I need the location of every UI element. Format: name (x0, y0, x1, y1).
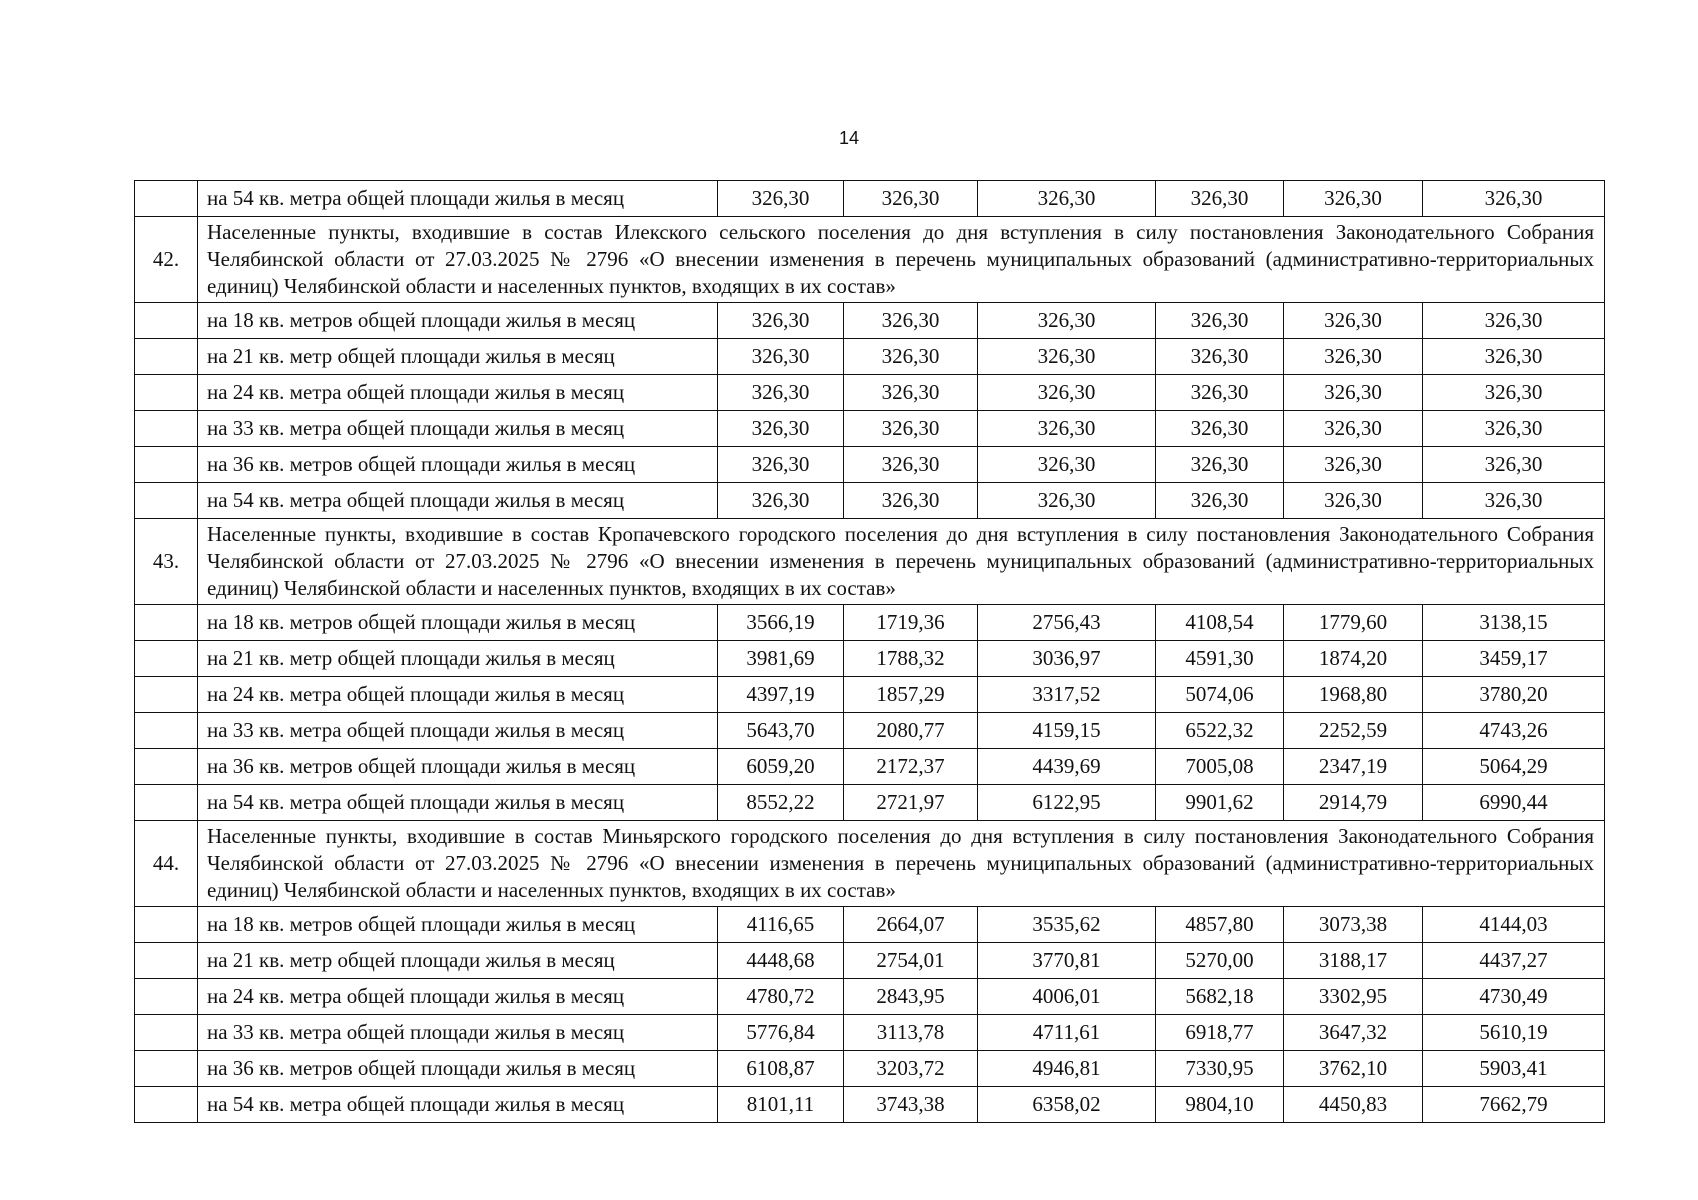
value-cell: 6358,02 (978, 1087, 1156, 1123)
row-label: на 54 кв. метра общей площади жилья в месяц (198, 181, 718, 217)
page-number: 14 (838, 128, 860, 148)
row-label: на 36 кв. метров общей площади жилья в месяц (198, 447, 718, 483)
table-row (135, 483, 1605, 519)
row-label: на 21 кв. метр общей площади жилья в месяц (198, 943, 718, 979)
value-cell: 3535,62 (978, 907, 1156, 943)
value-cell: 2914,79 (1284, 785, 1423, 821)
row-label: на 18 кв. метров общей площади жилья в месяц (198, 605, 718, 641)
value-cell: 5682,18 (1156, 979, 1284, 1015)
value-cell: 326,30 (1423, 483, 1605, 519)
row-number-cell (135, 411, 198, 447)
table-row (135, 411, 1605, 447)
table-row (135, 1051, 1605, 1087)
table-row (135, 1015, 1605, 1051)
value-cell: 3317,52 (978, 677, 1156, 713)
value-cell: 326,30 (718, 303, 844, 339)
table-row (135, 181, 1605, 217)
table-row (135, 907, 1605, 943)
value-cell: 326,30 (1156, 303, 1284, 339)
row-number-cell (135, 1087, 198, 1123)
value-cell: 4450,83 (1284, 1087, 1423, 1123)
section-number: 42. (135, 217, 198, 303)
value-cell: 2172,37 (844, 749, 978, 785)
value-cell: 326,30 (844, 181, 978, 217)
value-cell: 6059,20 (718, 749, 844, 785)
value-cell: 326,30 (1156, 483, 1284, 519)
value-cell: 3036,97 (978, 641, 1156, 677)
table-row (135, 303, 1605, 339)
value-cell: 3780,20 (1423, 677, 1605, 713)
value-cell: 4116,65 (718, 907, 844, 943)
value-cell: 4144,03 (1423, 907, 1605, 943)
value-cell: 9901,62 (1156, 785, 1284, 821)
value-cell: 326,30 (1156, 375, 1284, 411)
value-cell: 2754,01 (844, 943, 978, 979)
table-row (135, 339, 1605, 375)
value-cell: 326,30 (978, 483, 1156, 519)
value-cell: 3302,95 (1284, 979, 1423, 1015)
value-cell: 326,30 (1284, 339, 1423, 375)
value-cell: 326,30 (978, 411, 1156, 447)
row-label: на 21 кв. метр общей площади жилья в месяц (198, 641, 718, 677)
value-cell: 326,30 (978, 181, 1156, 217)
value-cell: 5776,84 (718, 1015, 844, 1051)
row-number-cell (135, 1015, 198, 1051)
table-row (135, 979, 1605, 1015)
value-cell: 3762,10 (1284, 1051, 1423, 1087)
row-label: на 21 кв. метр общей площади жилья в месяц (198, 339, 718, 375)
tariff-table (134, 180, 1605, 1123)
value-cell: 1788,32 (844, 641, 978, 677)
value-cell: 4108,54 (1156, 605, 1284, 641)
section-number: 44. (135, 821, 198, 907)
value-cell: 6108,87 (718, 1051, 844, 1087)
section-heading: Населенные пункты, входившие в состав Илекского сельского поселения до дня вступления в силу постановления Законодательного Собрания Челябинской области от 27.03.2025 № 2796 «О внесении изменения в перечень муниципальных образований (административно-территориальных единиц) Челябинской области и населенных пунктов, входящих в их состав» (198, 217, 1605, 303)
table-row (135, 447, 1605, 483)
row-label: на 54 кв. метра общей площади жилья в месяц (198, 1087, 718, 1123)
value-cell: 326,30 (718, 339, 844, 375)
value-cell: 326,30 (978, 447, 1156, 483)
value-cell: 4159,15 (978, 713, 1156, 749)
table-row (135, 605, 1605, 641)
value-cell: 326,30 (718, 447, 844, 483)
value-cell: 326,30 (1156, 339, 1284, 375)
value-cell: 4591,30 (1156, 641, 1284, 677)
table-row (135, 375, 1605, 411)
row-label: на 54 кв. метра общей площади жилья в месяц (198, 483, 718, 519)
value-cell: 4448,68 (718, 943, 844, 979)
row-number-cell (135, 907, 198, 943)
value-cell: 1874,20 (1284, 641, 1423, 677)
table-row (135, 713, 1605, 749)
value-cell: 8552,22 (718, 785, 844, 821)
value-cell: 4857,80 (1156, 907, 1284, 943)
row-label: на 36 кв. метров общей площади жилья в месяц (198, 749, 718, 785)
value-cell: 326,30 (718, 375, 844, 411)
value-cell: 1968,80 (1284, 677, 1423, 713)
value-cell: 3981,69 (718, 641, 844, 677)
row-label: на 54 кв. метра общей площади жилья в месяц (198, 785, 718, 821)
value-cell: 326,30 (1423, 181, 1605, 217)
row-number-cell (135, 605, 198, 641)
value-cell: 1719,36 (844, 605, 978, 641)
value-cell: 326,30 (844, 447, 978, 483)
value-cell: 326,30 (844, 303, 978, 339)
value-cell: 6918,77 (1156, 1015, 1284, 1051)
table-body (135, 181, 1605, 1123)
value-cell: 326,30 (1284, 483, 1423, 519)
value-cell: 326,30 (1156, 447, 1284, 483)
value-cell: 2721,97 (844, 785, 978, 821)
row-number-cell (135, 677, 198, 713)
value-cell: 5270,00 (1156, 943, 1284, 979)
row-label: на 24 кв. метра общей площади жилья в месяц (198, 979, 718, 1015)
value-cell: 6990,44 (1423, 785, 1605, 821)
value-cell: 326,30 (1284, 181, 1423, 217)
row-label: на 33 кв. метра общей площади жилья в месяц (198, 411, 718, 447)
value-cell: 2664,07 (844, 907, 978, 943)
value-cell: 326,30 (1423, 375, 1605, 411)
value-cell: 5074,06 (1156, 677, 1284, 713)
value-cell: 4946,81 (978, 1051, 1156, 1087)
value-cell: 9804,10 (1156, 1087, 1284, 1123)
row-label: на 18 кв. метров общей площади жилья в месяц (198, 907, 718, 943)
value-cell: 3566,19 (718, 605, 844, 641)
value-cell: 5903,41 (1423, 1051, 1605, 1087)
value-cell: 2080,77 (844, 713, 978, 749)
section-heading-row (135, 821, 1605, 907)
value-cell: 4439,69 (978, 749, 1156, 785)
value-cell: 4780,72 (718, 979, 844, 1015)
value-cell: 1857,29 (844, 677, 978, 713)
table-row (135, 1087, 1605, 1123)
table-row (135, 677, 1605, 713)
value-cell: 326,30 (1284, 447, 1423, 483)
row-number-cell (135, 375, 198, 411)
value-cell: 2756,43 (978, 605, 1156, 641)
value-cell: 3073,38 (1284, 907, 1423, 943)
value-cell: 326,30 (844, 339, 978, 375)
row-number-cell (135, 447, 198, 483)
value-cell: 4437,27 (1423, 943, 1605, 979)
value-cell: 326,30 (1156, 181, 1284, 217)
row-label: на 33 кв. метра общей площади жилья в месяц (198, 713, 718, 749)
row-number-cell (135, 943, 198, 979)
value-cell: 326,30 (844, 483, 978, 519)
value-cell: 326,30 (718, 411, 844, 447)
value-cell: 4730,49 (1423, 979, 1605, 1015)
value-cell: 8101,11 (718, 1087, 844, 1123)
section-heading-row (135, 217, 1605, 303)
value-cell: 7005,08 (1156, 749, 1284, 785)
value-cell: 6122,95 (978, 785, 1156, 821)
row-number-cell (135, 749, 198, 785)
value-cell: 326,30 (844, 375, 978, 411)
table-row (135, 641, 1605, 677)
value-cell: 326,30 (978, 303, 1156, 339)
value-cell: 3770,81 (978, 943, 1156, 979)
value-cell: 326,30 (1423, 303, 1605, 339)
value-cell: 1779,60 (1284, 605, 1423, 641)
value-cell: 5643,70 (718, 713, 844, 749)
row-number-cell (135, 303, 198, 339)
value-cell: 3743,38 (844, 1087, 978, 1123)
row-label: на 36 кв. метров общей площади жилья в месяц (198, 1051, 718, 1087)
row-label: на 18 кв. метров общей площади жилья в месяц (198, 303, 718, 339)
row-number-cell (135, 713, 198, 749)
row-number-cell (135, 483, 198, 519)
value-cell: 326,30 (1156, 411, 1284, 447)
value-cell: 7662,79 (1423, 1087, 1605, 1123)
value-cell: 326,30 (1284, 303, 1423, 339)
section-heading: Населенные пункты, входившие в состав Миньярского городского поселения до дня вступления в силу постановления Законодательного Собрания Челябинской области от 27.03.2025 № 2796 «О внесении изменения в перечень муниципальных образований (административно-территориальных единиц) Челябинской области и населенных пунктов, входящих в их состав» (198, 821, 1605, 907)
value-cell: 3113,78 (844, 1015, 978, 1051)
value-cell: 7330,95 (1156, 1051, 1284, 1087)
value-cell: 3138,15 (1423, 605, 1605, 641)
value-cell: 2252,59 (1284, 713, 1423, 749)
row-number-cell (135, 181, 198, 217)
value-cell: 3203,72 (844, 1051, 978, 1087)
row-number-cell (135, 641, 198, 677)
section-heading: Населенные пункты, входившие в состав Кропачевского городского поселения до дня вступления в силу постановления Законодательного Собрания Челябинской области от 27.03.2025 № 2796 «О внесении изменения в перечень муниципальных образований (административно-территориальных единиц) Челябинской области и населенных пунктов, входящих в их состав» (198, 519, 1605, 605)
row-label: на 24 кв. метра общей площади жилья в месяц (198, 677, 718, 713)
section-number: 43. (135, 519, 198, 605)
value-cell: 2843,95 (844, 979, 978, 1015)
value-cell: 326,30 (978, 339, 1156, 375)
value-cell: 326,30 (1423, 447, 1605, 483)
value-cell: 5064,29 (1423, 749, 1605, 785)
value-cell: 326,30 (1284, 411, 1423, 447)
value-cell: 326,30 (1284, 375, 1423, 411)
table-row (135, 785, 1605, 821)
value-cell: 3188,17 (1284, 943, 1423, 979)
value-cell: 4006,01 (978, 979, 1156, 1015)
row-number-cell (135, 785, 198, 821)
value-cell: 4711,61 (978, 1015, 1156, 1051)
value-cell: 3647,32 (1284, 1015, 1423, 1051)
value-cell: 4743,26 (1423, 713, 1605, 749)
row-label: на 24 кв. метра общей площади жилья в месяц (198, 375, 718, 411)
section-heading-row (135, 519, 1605, 605)
table-row (135, 749, 1605, 785)
value-cell: 4397,19 (718, 677, 844, 713)
value-cell: 326,30 (718, 181, 844, 217)
row-number-cell (135, 1051, 198, 1087)
value-cell: 326,30 (844, 411, 978, 447)
row-label: на 33 кв. метра общей площади жилья в месяц (198, 1015, 718, 1051)
value-cell: 5610,19 (1423, 1015, 1605, 1051)
value-cell: 326,30 (1423, 411, 1605, 447)
table-row (135, 943, 1605, 979)
value-cell: 3459,17 (1423, 641, 1605, 677)
value-cell: 326,30 (1423, 339, 1605, 375)
value-cell: 326,30 (718, 483, 844, 519)
value-cell: 6522,32 (1156, 713, 1284, 749)
row-number-cell (135, 339, 198, 375)
value-cell: 326,30 (978, 375, 1156, 411)
value-cell: 2347,19 (1284, 749, 1423, 785)
row-number-cell (135, 979, 198, 1015)
